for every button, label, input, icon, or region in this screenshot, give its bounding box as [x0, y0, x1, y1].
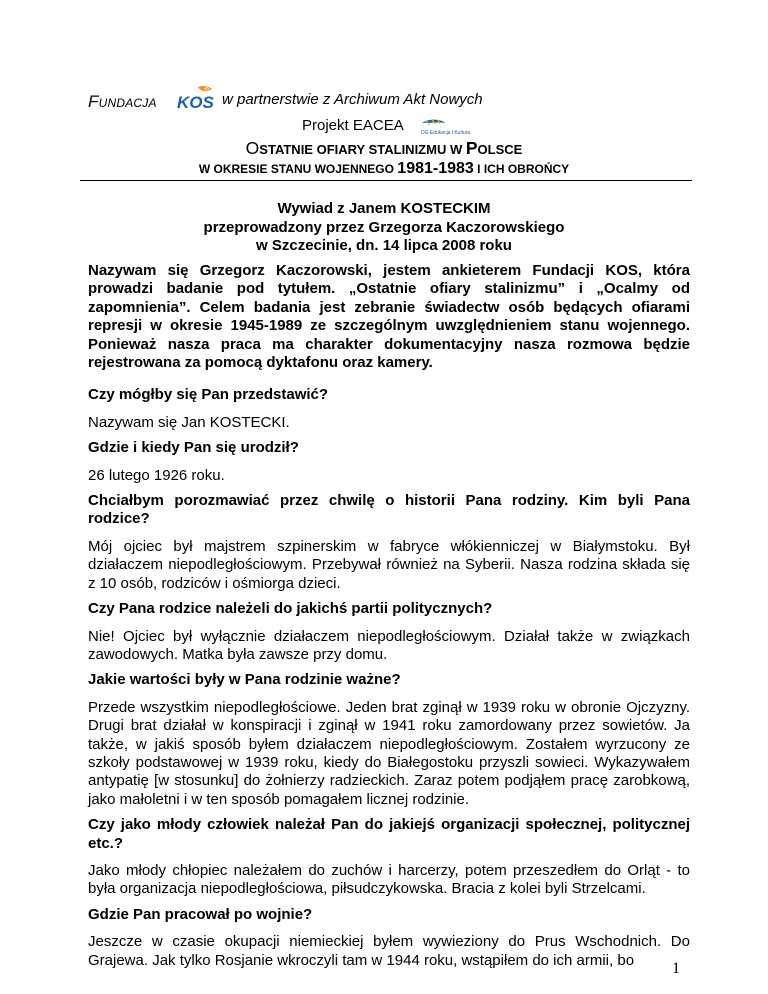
question-paragraph: Jakie wartości były w Pana rodzinie ważne?	[88, 671, 401, 689]
projekt-label: Projekt EACEA	[302, 117, 404, 134]
svg-text:DG Edukacja i Kultura: DG Edukacja i Kultura	[421, 130, 471, 136]
partner-text: w partnerstwie z Archiwum Akt Nowych	[222, 91, 483, 108]
eacea-logo	[418, 117, 471, 139]
project-title: OSTATNIE OFIARY STALINIZMU W POLSCE	[245, 138, 523, 158]
title-years: 1981-1983	[397, 160, 474, 177]
interview-body	[88, 262, 690, 977]
question-paragraph: Czy Pana rodzice należeli do jakichś partii politycznych?	[88, 600, 493, 618]
interview-header	[0, 200, 768, 256]
question-paragraph: Czy mógłby się Pan przedstawić?	[88, 386, 329, 404]
question-paragraph: Gdzie i kiedy Pan się urodził?	[88, 439, 299, 457]
page-number: 1	[672, 960, 680, 977]
answer-paragraph: 26 lutego 1926 roku.	[88, 466, 225, 484]
kos-logo	[176, 86, 218, 110]
header-divider	[80, 180, 692, 181]
answer-paragraph: Mój ojciec był majstrem szpinerskim w fabryce włókienniczej w Białymstoku. Był działaczem niepodległościowym. Przebywał również na Syberii. Nasza rodzina składa się z 10 osób, rodziców i ośmiorga dzieci.	[88, 537, 690, 592]
answer-paragraph: Nie! Ojciec był wyłącznie działaczem niepodległościowym. Działał także w związkach zawodowych. Matka była zawsze przy domu.	[88, 627, 690, 663]
interview-line-2: przeprowadzony przez Grzegorza Kaczorowskiego	[203, 218, 565, 236]
interview-line-3: w Szczecinie, dn. 14 lipca 2008 roku	[256, 237, 512, 255]
answer-paragraph: Jako młody chłopiec należałem do zuchów i harcerzy, potem przeszedłem do Orląt - to była organizacja niepodległościowa, piłsudczykowska. Bracia z kolei byli Strzelcami.	[88, 861, 690, 898]
interview-line-1: Wywiad z Janem KOSTECKIM	[277, 200, 491, 217]
answer-paragraph: Przede wszystkim niepodległościowe. Jeden brat zginął w 1939 roku w obronie Ojczyzny. Drugi brat działał w konspiracji i zginął w 1941 roku zamordowany przez sowietów. Ja także, w jakiś sposób byłem działaczem niepodległościowym. Zostałem wyrzucony ze szkoły podstawowej w 1939 roku, kiedy do Białegostoku przyszli sowieci. Wykazywałem antypatię [w stosunku] do żołnierzy radzieckich. Zaraz potem podjąłem pracę zarobkową, jako małoletni i w ten sposób pomagałem licznej rodzinie.	[88, 698, 690, 808]
answer-paragraph: Nazywam się Jan KOSTECKI.	[88, 413, 290, 431]
question-paragraph: Czy jako młody człowiek należał Pan do jakiejś organizacji społecznej, politycznej etc.?	[88, 816, 690, 852]
fundacja-wordmark: FUNDACJA	[88, 92, 157, 111]
answer-paragraph: Jeszcze w czasie okupacji niemieckiej byłem wywieziony do Prus Wschodnich. Do Grajewa. Jak tylko Rosjanie wkroczyli tam w 1944 roku, wstąpiłem do ich armii, bo	[88, 933, 690, 969]
question-paragraph: Gdzie Pan pracował po wojnie?	[88, 905, 313, 923]
svg-text:KOS: KOS	[177, 93, 214, 112]
project-subtitle: W OKRESIE STANU WOJENNEGO 1981-1983 I ICH OBROŃCY	[198, 160, 570, 177]
header-line	[88, 86, 688, 112]
lead-paragraph: Nazywam się Grzegorz Kaczorowski, jestem ankieterem Fundacji KOS, która prowadzi badanie pod tytułem. „Ostatnie ofiary stalinizmu” i „Ocalmy od zapomnienia”. Celem badania jest zebranie świadectw osób będących ofiarami represji w okresie 1945-1989 ze szczególnym uwzględnieniem stanu wojennego. Ponieważ nasza praca ma charakter dokumentacyjny nasza rozmowa będzie rejestrowana za pomocą dyktafonu oraz kamery.	[88, 262, 690, 372]
question-paragraph: Chciałbym porozmawiać przez chwilę o historii Pana rodziny. Kim byli Pana rodzice?	[88, 492, 690, 528]
